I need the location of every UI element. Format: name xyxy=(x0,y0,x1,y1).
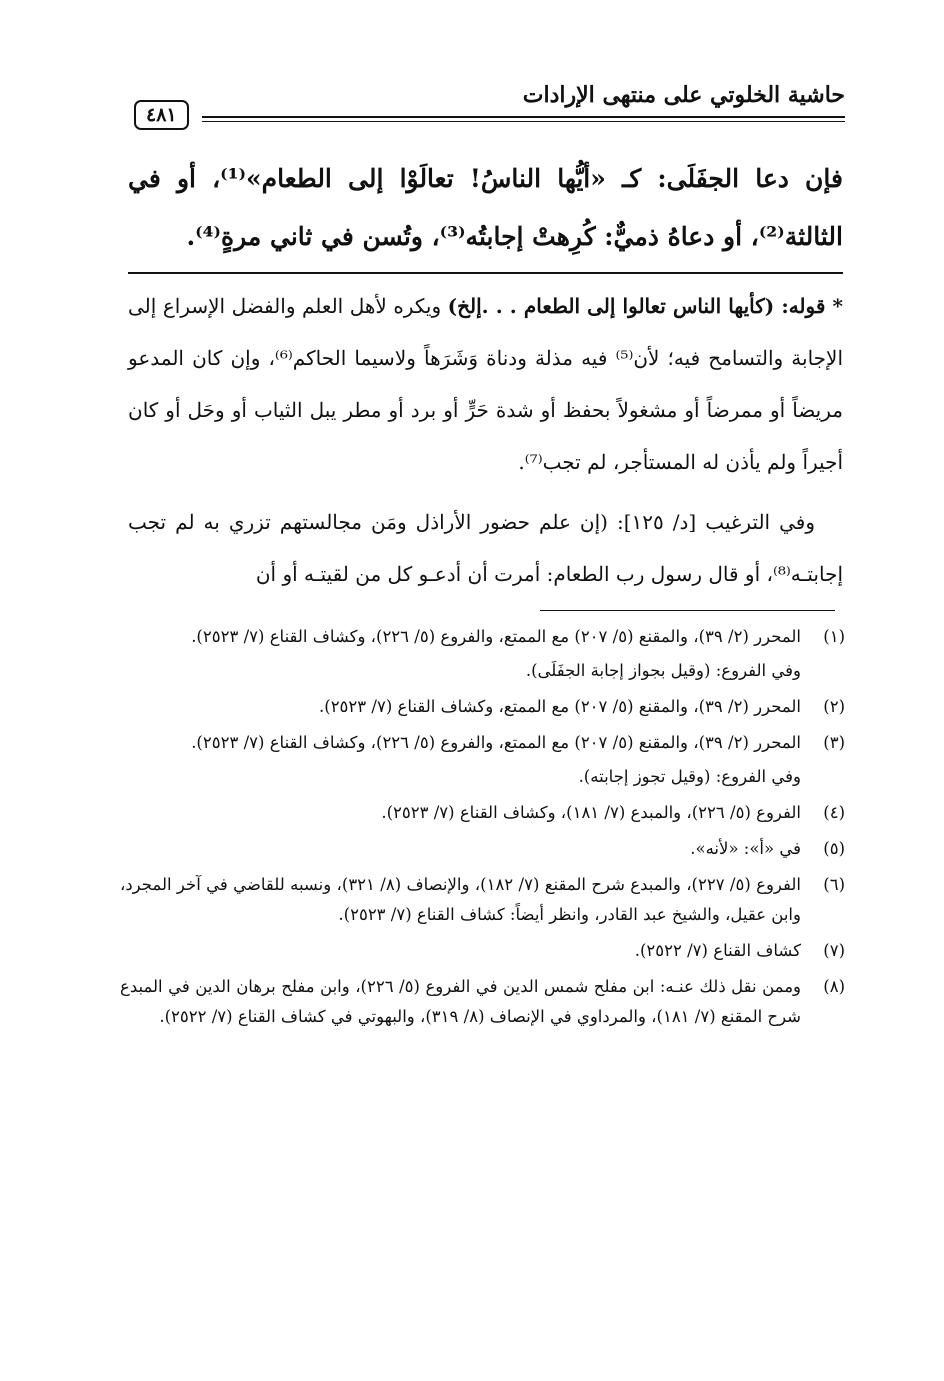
footnote-body xyxy=(120,798,801,828)
footnotes xyxy=(120,622,845,1038)
footnote-extra: وفي الفروع: (وقيل بجواز إجابة الجفَلَى). xyxy=(525,661,801,680)
footnote-body xyxy=(120,622,801,686)
header-rule xyxy=(202,116,845,122)
page-header xyxy=(120,78,845,126)
commentary-paragraph-2: وفي الترغيب [د/ ١٢٥]: (إن علم حضور الأراذل ومَن مجالستهم تزري به لم تجب إجابتـه⁽⁸⁾، أو قال رسول رب الطعام: أمرت أن أدعـو كل من لقيتـه أو أن xyxy=(128,510,843,586)
footnote-item xyxy=(120,972,845,1032)
footnote-number: (٦) xyxy=(823,875,845,894)
commentary-text: ويكره لأهل العلم والفضل الإسراع إلى الإجابة والتسامح فيه؛ لأن⁽⁵⁾ فيه مذلة ودناة وَشَرَهاً ولاسيما الحاكم⁽⁶⁾، وإن كان المدعو مريضاً أو ممرضاً أو مشغولاً بحفظ أو شدة حَرٍّ أو برد أو مطر يبل الثياب أو وحَل أو كان أجيراً ولم يأذن له المستأجر، لم تجب⁽⁷⁾. xyxy=(128,294,844,474)
footnote-number: (١) xyxy=(823,627,845,646)
footnote-divider xyxy=(540,610,835,611)
footnote-number: (٢) xyxy=(823,697,845,716)
footnote-text: المحرر (٢/ ٣٩)، والمقنع (٥/ ٢٠٧) مع الممتع، والفروع (٥/ ٢٢٦)، وكشاف القناع (٧/ ٢٥٢٣). xyxy=(191,627,801,646)
footnote-number: (٧) xyxy=(823,941,845,960)
footnote-item xyxy=(120,834,845,864)
footnote-item xyxy=(120,622,845,686)
running-title: حاشية الخلوتي على منتهى الإرادات xyxy=(522,82,845,108)
footnote-extra: وفي الفروع: (وقيل تجوز إجابته). xyxy=(578,767,801,786)
footnote-body xyxy=(120,936,801,966)
footnote-number: (٥) xyxy=(823,839,845,858)
footnote-body xyxy=(120,692,801,722)
footnote-text: في «أ»: «لأنه». xyxy=(690,839,801,858)
footnote-body xyxy=(120,728,801,792)
footnote-text: كشاف القناع (٧/ ٢٥٢٢). xyxy=(634,941,801,960)
footnote-text: المحرر (٢/ ٣٩)، والمقنع (٥/ ٢٠٧) مع الممتع، وكشاف القناع (٧/ ٢٥٢٣). xyxy=(319,697,801,716)
commentary-paragraph-1 xyxy=(128,280,843,488)
page-number: ٤٨١ xyxy=(134,100,189,130)
commentary xyxy=(128,280,843,600)
matn-divider xyxy=(128,272,843,274)
footnote-body xyxy=(120,870,801,930)
footnote-item xyxy=(120,936,845,966)
footnote-item xyxy=(120,692,845,722)
footnote-number: (٤) xyxy=(823,803,845,822)
footnote-item xyxy=(120,870,845,930)
footnote-number: (٣) xyxy=(823,733,845,752)
matn-text: فإن دعا الجفَلَى: كـ «أيُّها الناسُ! تعالَوْا إلى الطعام»⁽¹⁾، أو في الثالثة⁽²⁾، أو دعاهُ ذميٌّ: كُرِهتْ إجابتُه⁽³⁾، وتُسن في ثاني مرةٍ⁽⁴⁾. xyxy=(128,164,843,251)
footnote-text: الفروع (٥/ ٢٢٦)، والمبدع (٧/ ١٨١)، وكشاف القناع (٧/ ٢٥٢٣). xyxy=(381,803,801,822)
footnote-item xyxy=(120,798,845,828)
footnote-text: الفروع (٥/ ٢٢٧)، والمبدع شرح المقنع (٧/ ١٨٢)، والإنصاف (٨/ ٣٢١)، ونسبه للقاضي في آخر المجرد، وابن عقيل، والشيخ عبد القادر، وانظر أيضاً: كشاف القناع (٧/ ٢٥٢٣). xyxy=(120,875,801,924)
footnote-number: (٨) xyxy=(823,977,845,996)
footnote-body xyxy=(120,834,801,864)
footnote-text: وممن نقل ذلك عنـه: ابن مفلح شمس الدين في الفروع (٥/ ٢٢٦)، وابن مفلح برهان الدين في المبدع شرح المقنع (٧/ ١٨١)، والمرداوي في الإنصاف (٨/ ٣١٩)، والبهوتي في كشاف القناع (٧/ ٢٥٢٢). xyxy=(120,977,801,1026)
footnote-body xyxy=(120,972,801,1032)
footnote-text: المحرر (٢/ ٣٩)، والمقنع (٥/ ٢٠٧) مع الممتع، والفروع (٥/ ٢٢٦)، وكشاف القناع (٧/ ٢٥٢٣). xyxy=(191,733,801,752)
footnote-item xyxy=(120,728,845,792)
commentary-lemma: * قوله: (كأيها الناس تعالوا إلى الطعام . . .إلخ) xyxy=(447,294,843,318)
